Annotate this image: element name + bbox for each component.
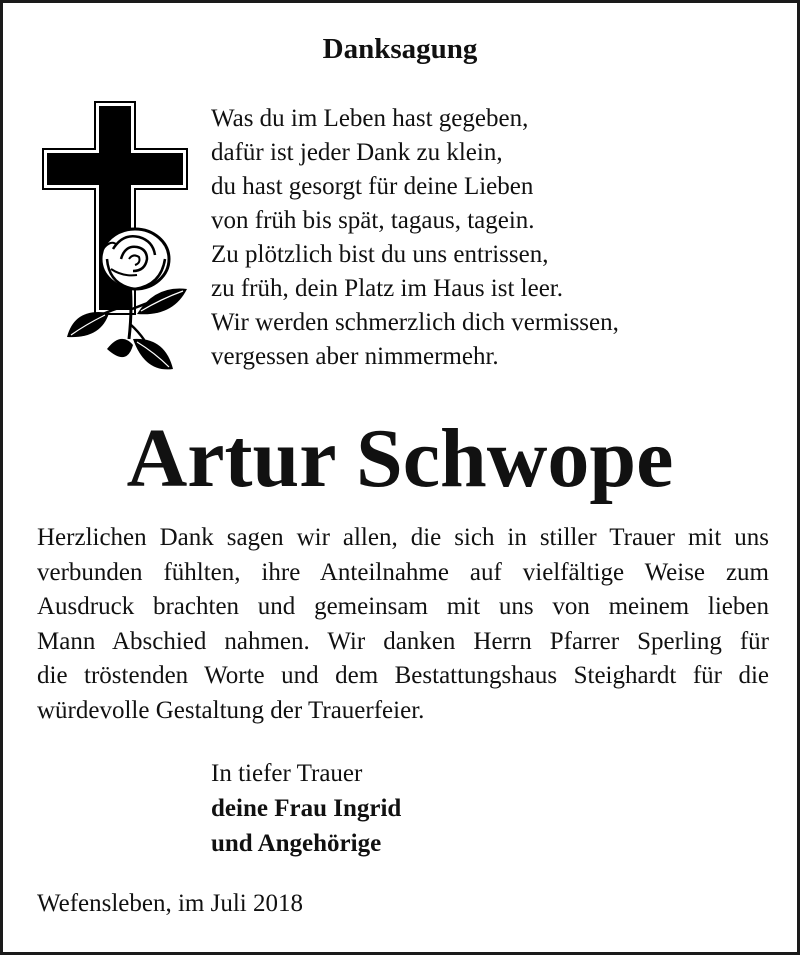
signature-wife: deine Frau Ingrid (211, 795, 402, 822)
thanks-line: Herzlichen Dank sagen wir allen, die sich in stiller Trauer mit uns (37, 524, 769, 551)
deceased-name: Artur Schwope (126, 412, 674, 505)
thanks-line: Ausdruck brachten und gemeinsam mit uns von meinem lieben (37, 593, 769, 620)
thanks-line: Mann Abschied nahmen. Wir danken Herrn Pfarrer Sperling für (37, 627, 769, 655)
signature-relatives: und Angehörige (211, 830, 382, 857)
poem-line: dafür ist jeder Dank zu klein, (211, 139, 503, 166)
poem-line: vergessen aber nimmermehr. (211, 343, 499, 370)
poem-line: Wir werden schmerzlich dich vermissen, (211, 309, 619, 336)
poem-line: du hast gesorgt für deine Lieben (211, 173, 534, 200)
poem-line: von früh bis spät, tagaus, tagein. (211, 207, 535, 234)
notice-heading: Danksagung (322, 33, 478, 65)
signature-block (211, 756, 401, 861)
poem-line: Was du im Leben hast gegeben, (211, 105, 529, 132)
thanks-line: verbunden fühlten, ihre Anteilnahme auf vielfältige Weise zum (37, 558, 769, 586)
memorial-poem (211, 102, 619, 374)
poem-line: zu früh, dein Platz im Haus ist leer. (211, 275, 564, 302)
thanks-paragraph (37, 521, 769, 728)
cross-with-rose-icon (37, 99, 197, 389)
thanks-line: würdevolle Gestaltung der Trauerfeier. (37, 696, 425, 724)
thanks-line: die tröstenden Worte und dem Bestattungshaus Steighardt für die (37, 662, 769, 689)
place-and-date: Wefensleben, im Juli 2018 (37, 890, 303, 917)
signature-intro: In tiefer Trauer (211, 760, 363, 787)
poem-line: Zu plötzlich bist du uns entrissen, (211, 241, 549, 268)
